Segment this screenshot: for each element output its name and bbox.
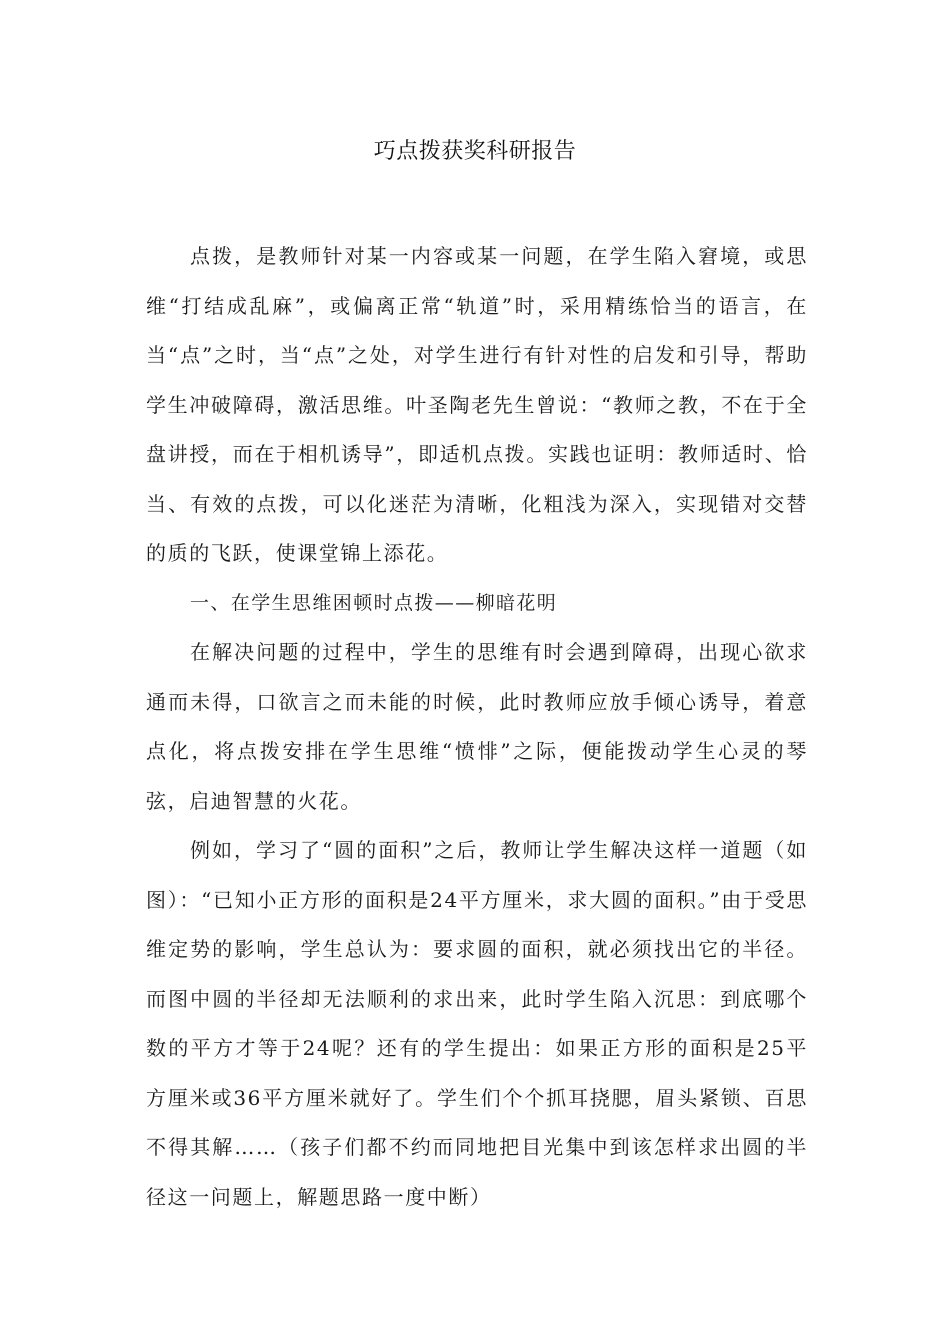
document-title: 巧点拨获奖科研报告 bbox=[373, 139, 577, 164]
paragraph-example: 例如，学习了“圆的面积”之后，教师让学生解决这样一道题（如图）：“已知小正方形的面积是24平方厘米，求大圆的面积。”由于受思维定势的影响，学生总认为：要求圆的面积，就必须找出它的半径。而图中圆的半径却无法顺利的求出来，此时学生陷入沉思：到底哪个数的平方才等于24呢？还有的学生提出：如果正方形的面积是25平方厘米或36平方厘米就好了。学生们个个抓耳挠腮，眉头紧锁、百思不得其解……（孩子们都不约而同地把目光集中到该怎样求出圆的半径这一问题上，解题思路一度中断） bbox=[146, 838, 808, 1209]
paragraph-intro: 点拨，是教师针对某一内容或某一问题，在学生陷入窘境，或思维“打结成乱麻”，或偏离正常“轨道”时，采用精练恰当的语言，在当“点”之时，当“点”之处，对学生进行有针对性的启发和引导，帮助学生冲破障碍，激活思维。叶圣陶老先生曾说：“教师之教，不在于全盘讲授，而在于相机诱导”，即适机点拨。实践也证明：教师适时、恰当、有效的点拨，可以化迷茫为清晰，化粗浅为深入，实现错对交替的质的飞跃，使课堂锦上添花。 bbox=[146, 244, 808, 565]
paragraph-section-1: 在解决问题的过程中，学生的思维有时会遇到障碍，出现心欲求通而未得，口欲言之而未能的时候，此时教师应放手倾心诱导，着意点化，将点拨安排在学生思维“愤悱”之际，便能拨动学生心灵的琴弦，启迪智慧的火花。 bbox=[146, 640, 808, 813]
section-heading-1: 一、在学生思维困顿时点拨——柳暗花明 bbox=[190, 591, 558, 614]
document-body bbox=[146, 232, 808, 1222]
